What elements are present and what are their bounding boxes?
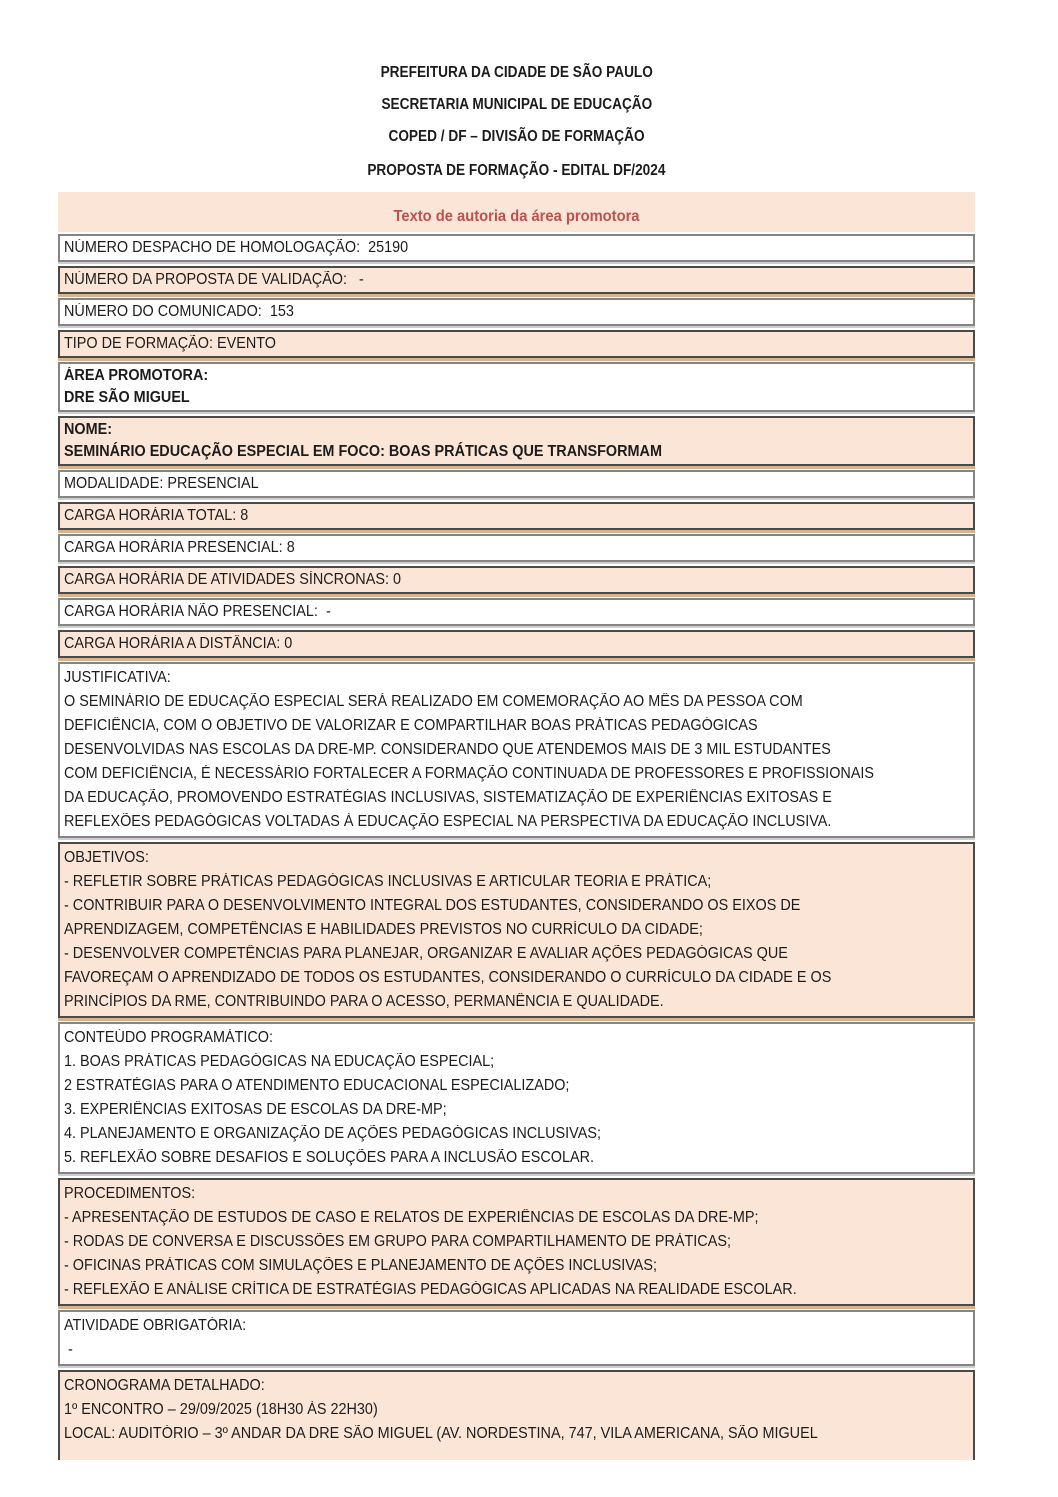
field-numero-comunicado: NÚMERO DO COMUNICADO: 153 xyxy=(64,303,294,320)
field-carga-nao-presencial: CARGA HORÁRIA NÃO PRESENCIAL: - xyxy=(64,603,331,620)
header-line-coped: COPED / DF – DIVISÃO DE FORMAÇÃO xyxy=(388,128,645,145)
row-numero-comunicado xyxy=(58,298,975,326)
field-area-promotora-value: DRE SÃO MIGUEL xyxy=(64,389,190,406)
header-line-proposta: PROPOSTA DE FORMAÇÃO - EDITAL DF/2024 xyxy=(367,162,666,179)
field-numero-despacho: NÚMERO DESPACHO DE HOMOLOGAÇÃO: 25190 xyxy=(64,239,409,256)
field-modalidade: MODALIDADE: PRESENCIAL xyxy=(64,475,259,492)
field-nome-value: SEMINÁRIO EDUCAÇÃO ESPECIAL EM FOCO: BOAS PRÁTICAS QUE TRANSFORMAM xyxy=(64,443,662,460)
justificativa-label: JUSTIFICATIVA: xyxy=(64,669,171,686)
row-modalidade xyxy=(58,470,975,498)
field-carga-presencial: CARGA HORÁRIA PRESENCIAL: 8 xyxy=(64,539,295,556)
authorship-banner-text: Texto de autoria da área promotora xyxy=(393,208,640,225)
procedimentos-label: PROCEDIMENTOS: xyxy=(64,1185,196,1202)
header-line-secretaria: SECRETARIA MUNICIPAL DE EDUCAÇÃO xyxy=(381,96,652,113)
field-tipo-formacao: TIPO DE FORMAÇÃO: EVENTO xyxy=(64,335,276,352)
row-cronograma-detalhado xyxy=(58,1370,975,1460)
row-tipo-formacao xyxy=(58,330,975,358)
field-area-promotora-label: ÁREA PROMOTORA: xyxy=(64,367,209,384)
field-carga-distancia: CARGA HORÁRIA A DISTÂNCIA: 0 xyxy=(64,635,293,652)
field-carga-sincronas: CARGA HORÁRIA DE ATIVIDADES SÍNCRONAS: 0 xyxy=(64,571,401,588)
row-area-promotora xyxy=(58,362,975,412)
cronograma-encontro: 1º ENCONTRO – 29/09/2025 (18H30 ÀS 22H30) xyxy=(64,1401,378,1418)
document-body xyxy=(58,0,975,1460)
row-carga-horaria-presencial xyxy=(58,534,975,562)
row-justificativa: JUSTIFICATIVA: O SEMINÁRIO DE EDUCAÇÃO ESPECIAL SERÁ REALIZADO EM COMEMORAÇÃO AO MÊS DA PESSOA COM DEFICIÊNCIA, COM O OBJETIVO DE VALORIZAR E COMPARTILHAR BOAS PRÁTICAS PEDAGÓGICAS DESENVOLVIDAS NAS ESCOLAS DA DRE-MP. CONSIDERANDO QUE ATENDEMOS MAIS DE 3 MIL ESTUDANTES COM DEFICIÊNCIA, É NECESSÁRIO FORTALECER A FORMAÇÃO CONTINUADA DE PROFESSORES E PROFISSIONAIS DA EDUCAÇÃO, PROMOVENDO ESTRATÉGIAS INCLUSIVAS, SISTEMATIZAÇÃO DE EXPERIÊNCIAS EXITOSAS E REFLEXÕES PEDAGÓGICAS VOLTADAS À EDUCAÇÃO ESPECIAL NA PERSPECTIVA DA EDUCAÇÃO INCLUSIVA. xyxy=(58,662,975,838)
conteudo-label: CONTEÚDO PROGRAMÁTICO: xyxy=(64,1029,274,1046)
header-line-prefeitura: PREFEITURA DA CIDADE DE SÃO PAULO xyxy=(380,64,653,81)
field-carga-total: CARGA HORÁRIA TOTAL: 8 xyxy=(64,507,249,524)
row-carga-horaria-total xyxy=(58,502,975,530)
row-carga-horaria-nao-presencial xyxy=(58,598,975,626)
document-header xyxy=(58,56,975,187)
field-numero-proposta: NÚMERO DA PROPOSTA DE VALIDAÇÃO: - xyxy=(64,271,364,288)
row-objetivos: OBJETIVOS: - REFLETIR SOBRE PRÁTICAS PEDAGÓGICAS INCLUSIVAS E ARTICULAR TEORIA E PRÁTICA; - CONTRIBUIR PARA O DESENVOLVIMENTO INTEGRAL DOS ESTUDANTES, CONSIDERANDO OS EIXOS DE APRENDIZAGEM, COMPETÊNCIAS E HABILIDADES PREVISTOS NO CURRÍCULO DA CIDADE; - DESENVOLVER COMPETÊNCIAS PARA PLANEJAR, ORGANIZAR E AVALIAR AÇÕES PEDAGÓGICAS QUE FAVOREÇAM O APRENDIZADO DE TODOS OS ESTUDANTES, CONSIDERANDO O CURRÍCULO DA CIDADE E OS PRINCÍPIOS DA RME, CONTRIBUINDO PARA O ACESSO, PERMANÊNCIA E QUALIDADE. xyxy=(58,842,975,1018)
row-procedimentos: PROCEDIMENTOS: - APRESENTAÇÃO DE ESTUDOS DE CASO E RELATOS DE EXPERIÊNCIAS DE ESCOLAS DA DRE-MP; - RODAS DE CONVERSA E DISCUSSÕES EM GRUPO PARA COMPARTILHAMENTO DE PRÁTICAS; - OFICINAS PRÁTICAS COM SIMULAÇÕES E PLANEJAMENTO DE AÇÕES INCLUSIVAS; - REFLEXÃO E ANÁLISE CRÍTICA DE ESTRATÉGIAS PEDAGÓGICAS APLICADAS NA REALIDADE ESCOLAR. xyxy=(58,1178,975,1306)
row-carga-horaria-sincronas xyxy=(58,566,975,594)
field-nome-label: NOME: xyxy=(64,421,113,438)
row-conteudo-programatico: CONTEÚDO PROGRAMÁTICO: 1. BOAS PRÁTICAS PEDAGÓGICAS NA EDUCAÇÃO ESPECIAL; 2 ESTRATÉGIAS PARA O ATENDIMENTO EDUCACIONAL ESPECIALIZADO; 3. EXPERIÊNCIAS EXITOSAS DE ESCOLAS DA DRE-MP; 4. PLANEJAMENTO E ORGANIZAÇÃO DE AÇÕES PEDAGÓGICAS INCLUSIVAS; 5. REFLEXÃO SOBRE DESAFIOS E SOLUÇÕES PARA A INCLUSÃO ESCOLAR. xyxy=(58,1022,975,1174)
row-atividade-obrigatoria xyxy=(58,1310,975,1366)
cronograma-local: LOCAL: AUDITÓRIO – 3º ANDAR DA DRE SÃO MIGUEL (AV. NORDESTINA, 747, VILA AMERICANA, SÃO MIGUEL xyxy=(64,1425,818,1442)
cronograma-label: CRONOGRAMA DETALHADO: xyxy=(64,1377,265,1394)
row-numero-proposta-validacao xyxy=(58,266,975,294)
row-numero-despacho-homologacao xyxy=(58,234,975,262)
authorship-banner xyxy=(58,192,975,232)
atividade-value: - xyxy=(64,1341,73,1358)
row-carga-horaria-distancia xyxy=(58,630,975,658)
objetivos-label: OBJETIVOS: xyxy=(64,849,149,866)
row-nome xyxy=(58,416,975,466)
atividade-label: ATIVIDADE OBRIGATÓRIA: xyxy=(64,1317,247,1334)
